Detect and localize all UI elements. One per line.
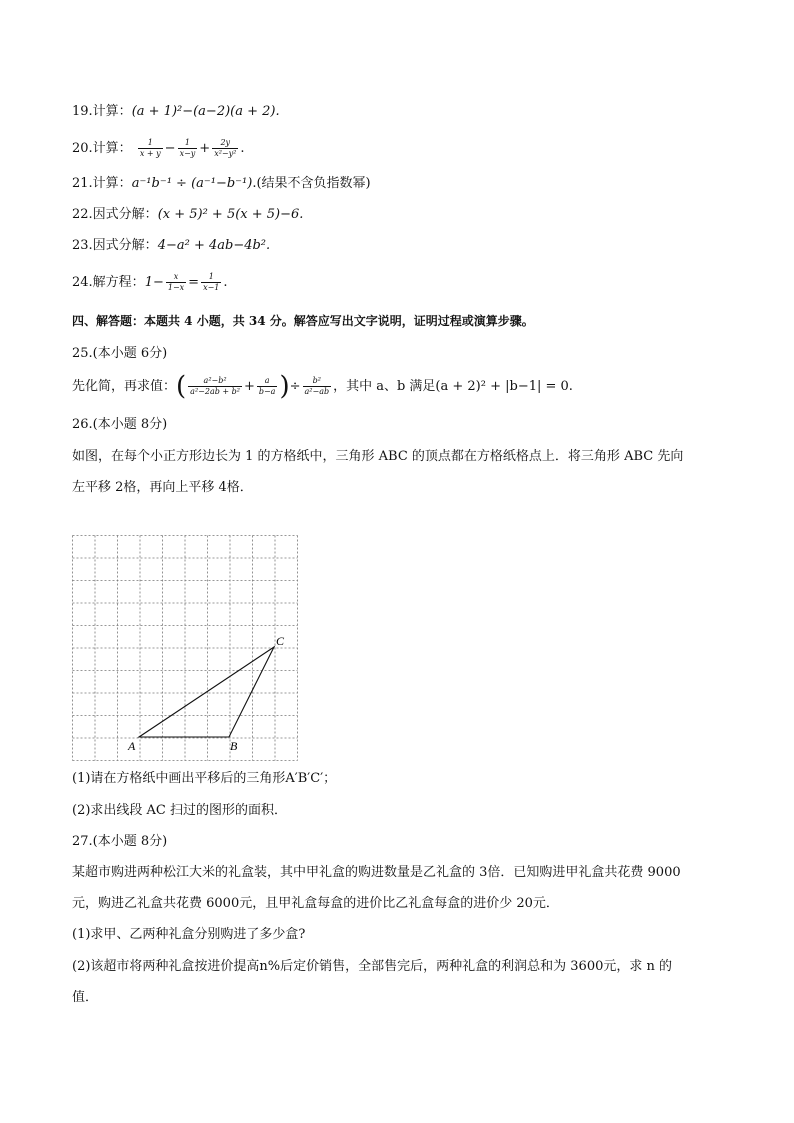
q25-paren-close: ) — [279, 371, 290, 402]
q25-heading: 25.(本小题 6分) — [72, 346, 168, 361]
q20-fraction-1: $\frac{1}{x + y}$ — [139, 138, 161, 158]
q25-tail: ，其中 a、b 满足(a + 2)² + |b−1| = 0. — [333, 379, 573, 394]
q25-lead: 先化简，再求值： — [72, 379, 177, 394]
q25-fraction-2: $\frac{a}{b-a}$ — [258, 376, 276, 396]
label-c: C — [276, 634, 285, 648]
q25-fraction-1: $\frac{\text{a²−b²}}{\text{a²−2ab + b²}}$ — [190, 376, 240, 396]
q22-prefix: 22.因式分解： — [72, 207, 158, 222]
question-21 — [72, 175, 371, 193]
q20-fraction-2: $\frac{1}{x-y}$ — [179, 138, 196, 158]
grid-figure — [72, 535, 304, 767]
q26-part-2: (2)求出线段 AC 扫过的图形的面积． — [72, 803, 288, 818]
q26-heading: 26.(本小题 8分) — [72, 417, 168, 432]
question-24 — [72, 272, 228, 293]
q22-expression: (x + 5)² + 5(x + 5)−6. — [157, 207, 304, 222]
question-22 — [72, 206, 303, 224]
question-19 — [72, 103, 280, 121]
q24-fraction-1: $\frac{x}{1-x}$ — [167, 272, 185, 292]
label-b: B — [230, 739, 238, 753]
q25-fraction-3: $\frac{\text{b²}}{\text{a²−ab}}$ — [304, 376, 330, 396]
question-23 — [72, 237, 270, 255]
q27-part-2-line-2: 值． — [72, 990, 99, 1005]
q21-prefix: 21.计算： — [72, 176, 132, 191]
q24-lead: 1− — [144, 275, 164, 290]
q24-fraction-2: $\frac{1}{x-1}$ — [203, 272, 220, 292]
q27-part-1: (1)求甲、乙两种礼盒分别购进了多少盒? — [72, 927, 306, 942]
q21-expression: a⁻¹b⁻¹ ÷ (a⁻¹−b⁻¹) — [131, 176, 253, 191]
q25-plus: + — [243, 379, 255, 394]
q20-prefix: 20.计算： — [72, 141, 132, 156]
q23-expression: 4−a² + 4ab−4b². — [157, 238, 271, 253]
q23-prefix: 23.因式分解： — [72, 238, 158, 253]
q20-operator-1: − — [164, 141, 176, 156]
q26-body-line-2: 左平移 2格，再向上平移 4格． — [72, 480, 253, 495]
q25-divide: ÷ — [289, 379, 301, 394]
q24-prefix: 24.解方程： — [72, 275, 145, 290]
question-20 — [72, 138, 245, 159]
q27-part-2-line-1: (2)该超市将两种礼盒按进价提高n%后定价销售，全部售完后，两种礼盒的利润总和为 3600元，求 n 的 — [72, 959, 672, 974]
q25-paren-open: ( — [176, 371, 187, 402]
q24-end: . — [223, 275, 228, 290]
label-a: A — [128, 739, 136, 753]
q20-operator-2: + — [199, 141, 211, 156]
q21-note: .(结果不含负指数幂) — [252, 176, 371, 191]
q19-prefix: 19.计算： — [72, 104, 132, 119]
q27-body-line-1: 某超市购进两种松江大米的礼盒装，其中甲礼盒的购进数量是乙礼盒的 3倍．已知购进甲礼盒共花费 9000 — [72, 865, 681, 880]
question-25 — [72, 372, 573, 402]
q26-part-1: (1)请在方格纸中画出平移后的三角形A′B′C′； — [72, 771, 337, 786]
grid-lines — [73, 536, 298, 761]
q27-body-line-2: 元，购进乙礼盒共花费 6000元，且甲礼盒每盒的进价比乙礼盒每盒的进价少 20元． — [72, 896, 559, 911]
triangle-abc — [139, 647, 274, 737]
q24-equals: = — [188, 275, 200, 290]
q26-body-line-1: 如图，在每个小正方形边长为 1 的方格纸中，三角形 ABC 的顶点都在方格纸格点上．将三角形 ABC 先向 — [72, 449, 684, 464]
section-4-heading: 四、解答题：本题共 4 小题，共 34 分。解答应写出文字说明，证明过程或演算步骤。 — [72, 314, 534, 328]
q19-expression: (a + 1)²−(a−2)(a + 2). — [131, 104, 280, 119]
q20-fraction-3: $\frac{2y}{\text{x²−y²}}$ — [214, 138, 237, 158]
q27-heading: 27.(本小题 8分) — [72, 834, 168, 849]
q20-end: . — [240, 141, 245, 156]
